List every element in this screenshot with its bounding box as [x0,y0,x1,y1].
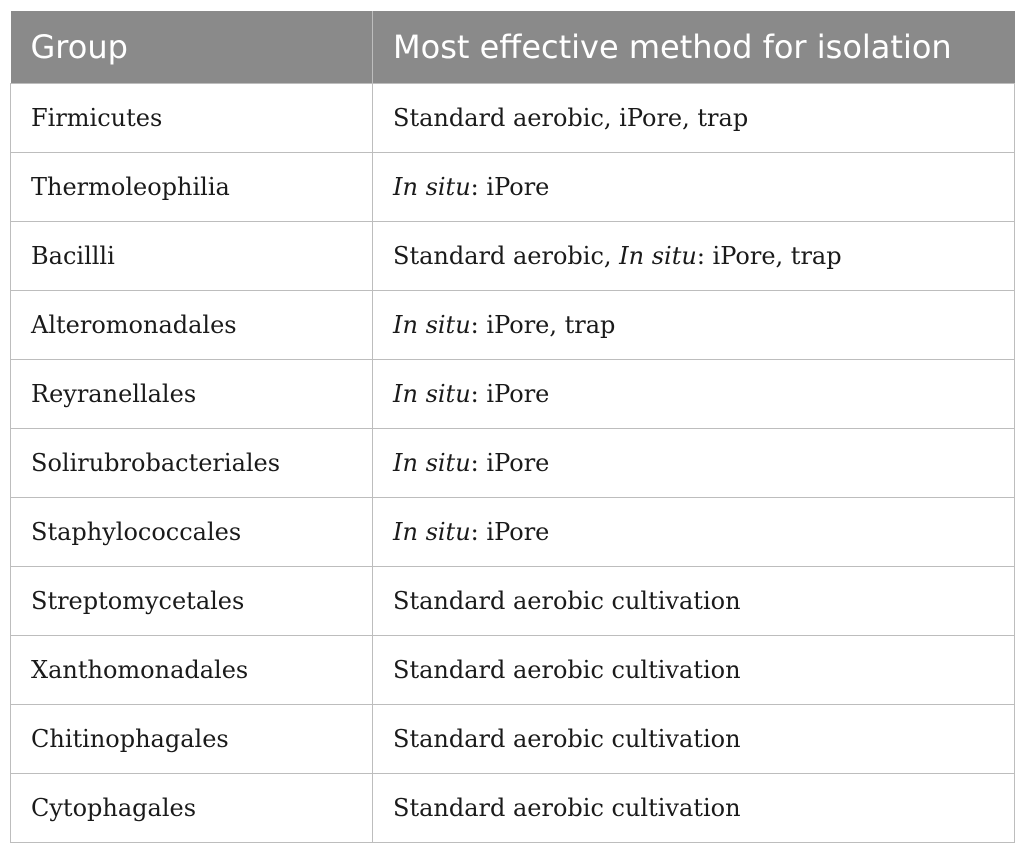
method-cell [373,566,1015,635]
table-row [11,635,1015,704]
method-italic-term: In situ [393,310,471,339]
method-cell [373,635,1015,704]
table-row [11,566,1015,635]
group-cell: Streptomycetales [11,566,373,635]
group-cell: Chitinophagales [11,704,373,773]
table-row [11,359,1015,428]
method-prefix: Standard aerobic, [393,241,620,270]
method-cell [373,359,1015,428]
isolation-methods-table [10,11,1015,843]
method-text: Standard aerobic cultivation [393,724,741,753]
method-text: : iPore [470,448,550,477]
method-italic-term: In situ [393,172,471,201]
group-cell: Staphylococcales [11,497,373,566]
group-cell: Reyranellales [11,359,373,428]
method-cell [373,221,1015,290]
table-body [11,83,1015,842]
method-text: : iPore, trap [696,241,842,270]
table-row [11,83,1015,152]
group-cell: Xanthomonadales [11,635,373,704]
method-cell [373,290,1015,359]
method-cell [373,152,1015,221]
table-row [11,704,1015,773]
method-text: Standard aerobic cultivation [393,586,741,615]
method-italic-term: In situ [619,241,697,270]
method-cell [373,428,1015,497]
method-text: : iPore [470,172,550,201]
group-cell: Bacillli [11,221,373,290]
header-row [11,11,1015,83]
method-italic-term: In situ [393,448,471,477]
column-header-method: Most effective method for isolation [373,11,1015,83]
method-text: Standard aerobic cultivation [393,655,741,684]
method-cell [373,497,1015,566]
method-text: : iPore [470,517,550,546]
table-row [11,428,1015,497]
method-text: : iPore, trap [470,310,616,339]
method-cell [373,83,1015,152]
table-row [11,152,1015,221]
table-row [11,497,1015,566]
group-cell: Firmicutes [11,83,373,152]
method-text: Standard aerobic, iPore, trap [393,103,749,132]
method-italic-term: In situ [393,379,471,408]
group-cell: Solirubrobacteriales [11,428,373,497]
column-header-group: Group [11,11,373,83]
group-cell: Cytophagales [11,773,373,842]
method-italic-term: In situ [393,517,471,546]
table-row [11,773,1015,842]
table-header [11,11,1015,83]
group-cell: Alteromonadales [11,290,373,359]
group-cell: Thermoleophilia [11,152,373,221]
table-row [11,221,1015,290]
method-cell [373,704,1015,773]
method-cell [373,773,1015,842]
method-text: Standard aerobic cultivation [393,793,741,822]
table-row [11,290,1015,359]
method-text: : iPore [470,379,550,408]
